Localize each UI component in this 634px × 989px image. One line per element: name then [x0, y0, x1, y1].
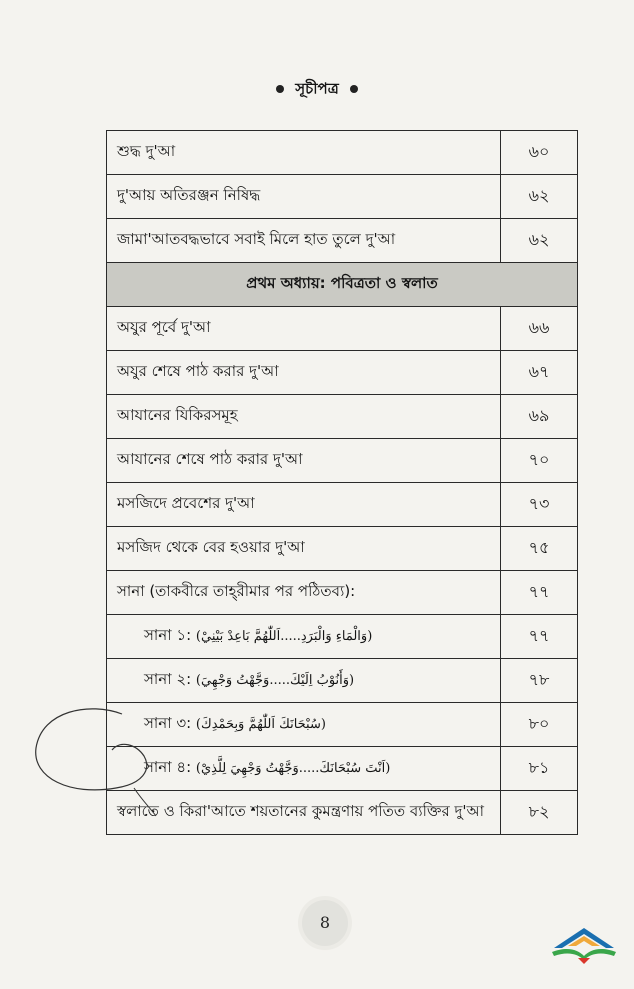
toc-entry-page: ৬২	[501, 175, 578, 219]
toc-entry-page: ৬৬	[501, 307, 578, 351]
toc-entry-title: শুদ্ধ দু'আ	[107, 131, 501, 175]
chapter-heading: প্রথম অধ্যায়: পবিত্রতা ও স্বলাত	[107, 263, 578, 307]
sana-label: সানা ৩:	[144, 714, 192, 732]
toc-sub-entry	[107, 747, 501, 791]
table-of-contents	[106, 130, 578, 835]
toc-entry-page: ৮২	[501, 791, 578, 835]
toc-row	[107, 131, 578, 175]
toc-row	[107, 439, 578, 483]
toc-entry-title: স্বলাতে ও কিরা'আতে শয়তানের কুমন্ত্রণায় পতিত ব্যক্তির দু'আ	[107, 791, 501, 835]
toc-row	[107, 483, 578, 527]
toc-entry-page: ৮০	[501, 703, 578, 747]
toc-entry-page: ৭৩	[501, 483, 578, 527]
toc-row	[107, 791, 578, 835]
bullet-dot-icon	[276, 85, 284, 93]
sana-label: সানা ৪:	[144, 758, 192, 776]
toc-entry-page: ৬৭	[501, 351, 578, 395]
publisher-logo-icon	[548, 920, 620, 964]
toc-entry-title: আযানের যিকিরসমূহ	[107, 395, 501, 439]
toc-row	[107, 307, 578, 351]
chapter-heading-row	[107, 263, 578, 307]
toc-row	[107, 219, 578, 263]
toc-entry-page: ৭৮	[501, 659, 578, 703]
toc-entry-title: অযুর শেষে পাঠ করার দু'আ	[107, 351, 501, 395]
toc-sub-entry	[107, 703, 501, 747]
toc-sub-row	[107, 659, 578, 703]
sana-label: সানা ১:	[144, 626, 192, 644]
toc-entry-title: অযুর পূর্বে দু'আ	[107, 307, 501, 351]
arabic-text: (سُبْحَانَكَ اَللّٰهُمَّ وَبِحَمْدِكَ)	[195, 717, 326, 732]
toc-entry-title: সানা (তাকবীরে তাহ্‌রীমার পর পঠিতব্য):	[107, 571, 501, 615]
toc-sub-row	[107, 615, 578, 659]
toc-sub-entry	[107, 659, 501, 703]
toc-sub-row	[107, 703, 578, 747]
toc-entry-page: ৭০	[501, 439, 578, 483]
toc-row	[107, 571, 578, 615]
toc-entry-page: ৭৫	[501, 527, 578, 571]
toc-entry-title: জামা'আতবদ্ধভাবে সবাই মিলে হাত তুলে দু'আ	[107, 219, 501, 263]
sana-label: সানা ২:	[144, 670, 192, 688]
toc-entry-page: ৭৭	[501, 615, 578, 659]
toc-row	[107, 395, 578, 439]
toc-entry-page: ৬২	[501, 219, 578, 263]
arabic-text: (وَالْمَاءِ وَالْبَرَدِ.....اَللّٰهُمَّ بَاعِدْ بَيْنِيْ)	[195, 629, 373, 644]
toc-row	[107, 175, 578, 219]
page-title: সূচীপত্র	[295, 79, 339, 98]
toc-sub-row	[107, 747, 578, 791]
toc-entry-page: ৮১	[501, 747, 578, 791]
arabic-text: (وَأَنُوْبُ اِلَيْكَ.....وَجَّهْتُ وَجْهِيَ)	[195, 673, 355, 688]
bullet-dot-icon	[350, 85, 358, 93]
page-number: 8	[302, 900, 348, 946]
toc-entry-page: ৬০	[501, 131, 578, 175]
toc-entry-title: মসজিদ থেকে বের হওয়ার দু'আ	[107, 527, 501, 571]
toc-entry-title: আযানের শেষে পাঠ করার দু'আ	[107, 439, 501, 483]
toc-sub-entry	[107, 615, 501, 659]
toc-entry-title: মসজিদে প্রবেশের দু'আ	[107, 483, 501, 527]
toc-row	[107, 527, 578, 571]
toc-entry-page: ৭৭	[501, 571, 578, 615]
toc-entry-page: ৬৯	[501, 395, 578, 439]
toc-entry-title: দু'আয় অতিরঞ্জন নিষিদ্ধ	[107, 175, 501, 219]
toc-row	[107, 351, 578, 395]
page-header	[0, 78, 634, 99]
arabic-text: (اَنْتَ سُبْحَانَكَ.....وَجَّهْتُ وَجْهِيَ لِلَّذِيْ)	[195, 761, 391, 776]
